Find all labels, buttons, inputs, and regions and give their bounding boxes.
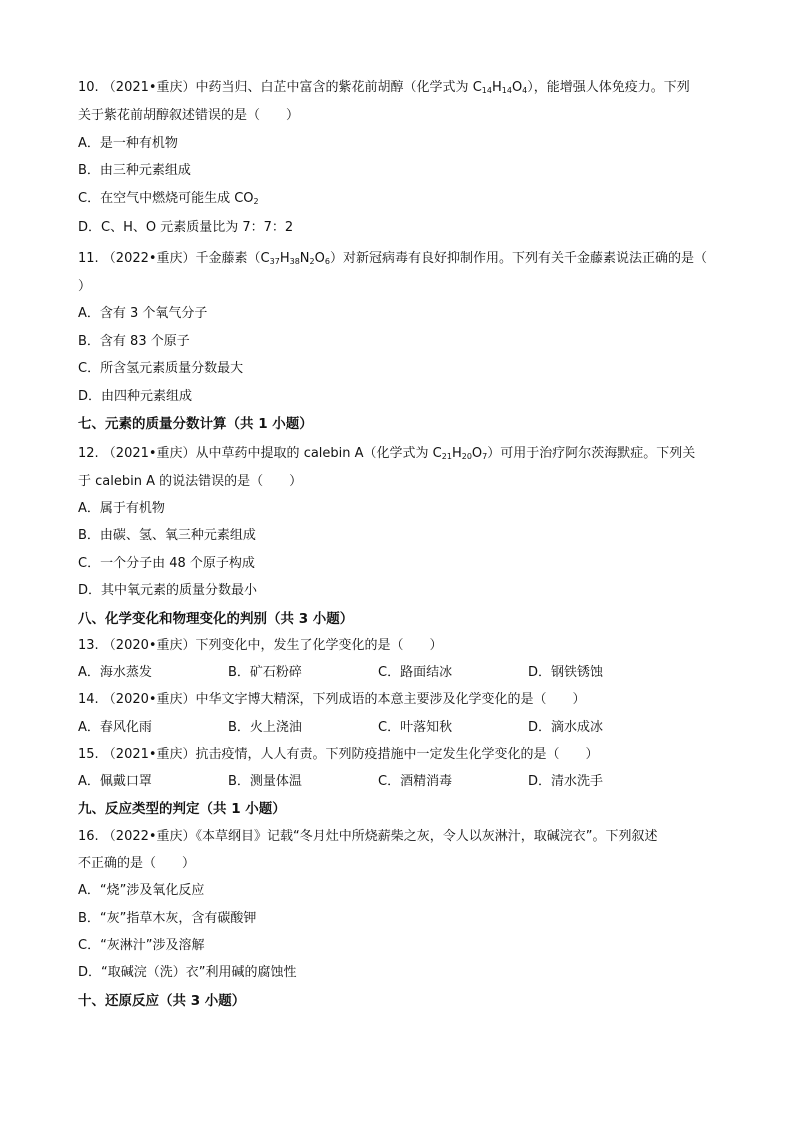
q10-option-a: A．是一种有机物 xyxy=(78,136,178,151)
q14-option-a: A．春风化雨 xyxy=(78,720,152,735)
q11-option-a: A．含有 3 个氧气分子 xyxy=(78,306,208,321)
q13-option-c: C．路面结冰 xyxy=(378,665,453,680)
q14-stem: 14. （2020•重庆）中华文字博大精深，下列成语的本意主要涉及化学变化的是（ ） xyxy=(78,692,586,707)
section-heading-10: 十、还原反应（共 3 小题） xyxy=(78,993,246,1009)
q16-option-d: D．“取碱浣（洗）衣”利用碱的腐蚀性 xyxy=(78,965,297,980)
section-heading-7: 七、元素的质量分数计算（共 1 小题） xyxy=(78,416,313,432)
q15-option-c: C．酒精消毒 xyxy=(378,774,453,789)
q16-stem-line1: 16. （2022•重庆）《本草纲目》记载“冬月灶中所烧薪柴之灰，令人以灰淋汁，取碱浣衣”。下列叙述 xyxy=(78,829,658,844)
section-heading-9: 九、反应类型的判定（共 1 小题） xyxy=(78,801,286,817)
q10-stem-line1: 10. （2021•重庆）中药当归、白芷中富含的紫花前胡醇（化学式为 $C_{14}H_{14}O_4$），能增强人体免疫力。下列 xyxy=(78,80,690,95)
q13-option-b: B．矿石粉碎 xyxy=(228,665,302,680)
q15-option-d: D．清水洗手 xyxy=(528,774,604,789)
q11-option-c: C．所含氢元素质量分数最大 xyxy=(78,361,244,376)
q15-option-b: B．测量体温 xyxy=(228,774,302,789)
q12-option-a: A．属于有机物 xyxy=(78,501,165,516)
q14-option-c: C．叶落知秋 xyxy=(378,720,453,735)
q13-stem: 13. （2020•重庆）下列变化中，发生了化学变化的是（ ） xyxy=(78,638,443,653)
q14-option-b: B．火上浇油 xyxy=(228,720,302,735)
q10-stem-line2: 关于紫花前胡醇叙述错误的是（ ） xyxy=(78,108,300,123)
q15-stem: 15. （2021•重庆）抗击疫情，人人有责。下列防疫措施中一定发生化学变化的是（ ） xyxy=(78,747,599,762)
q13-option-a: A．海水蒸发 xyxy=(78,665,152,680)
q13-option-d: D．钢铁锈蚀 xyxy=(528,665,604,680)
q16-option-b: B．“灰”指草木灰，含有碳酸钾 xyxy=(78,911,257,926)
q12-option-d: D．其中氧元素的质量分数最小 xyxy=(78,583,258,598)
q12-option-c: C．一个分子由 48 个原子构成 xyxy=(78,556,255,571)
q16-stem-line2: 不正确的是（ ） xyxy=(78,856,196,871)
q14-option-d: D．滴水成冰 xyxy=(528,720,604,735)
section-heading-8: 八、化学变化和物理变化的判别（共 3 小题） xyxy=(78,611,354,627)
q14-options xyxy=(78,720,728,736)
q11-stem-line1: 11. （2022•重庆）千金藤素$(C_{37}H_{38}N_2O_6)$对新冠病毒有良好抑制作用。下列有关千金藤素说法正确的是（ xyxy=(78,251,707,266)
q15-option-a: A．佩戴口罩 xyxy=(78,774,152,789)
q11-option-b: B．含有 83 个原子 xyxy=(78,334,190,349)
q13-options xyxy=(78,665,728,681)
q12-option-b: B．由碳、氢、氧三种元素组成 xyxy=(78,528,256,543)
q11-stem-line2: ） xyxy=(78,279,92,294)
q10-option-d: D．C、H、O 元素质量比为 7：7：2 xyxy=(78,220,294,235)
q10-option-b: B．由三种元素组成 xyxy=(78,163,191,178)
q10-option-c: C．在空气中燃烧可能生成 $CO_2$ xyxy=(78,191,259,206)
q16-option-a: A．“烧”涉及氧化反应 xyxy=(78,883,205,898)
q12-stem-line1: 12. （2021•重庆）从中草药中提取的 calebin A（化学式为 $C_{21}H_{20}O_7$）可用于治疗阿尔茨海默症。下列关 xyxy=(78,446,696,461)
q16-option-c: C．“灰淋汁”涉及溶解 xyxy=(78,938,205,953)
q15-options xyxy=(78,774,728,790)
q12-stem-line2: 于 calebin A 的说法错误的是（ ） xyxy=(78,474,303,489)
q11-option-d: D．由四种元素组成 xyxy=(78,389,193,404)
